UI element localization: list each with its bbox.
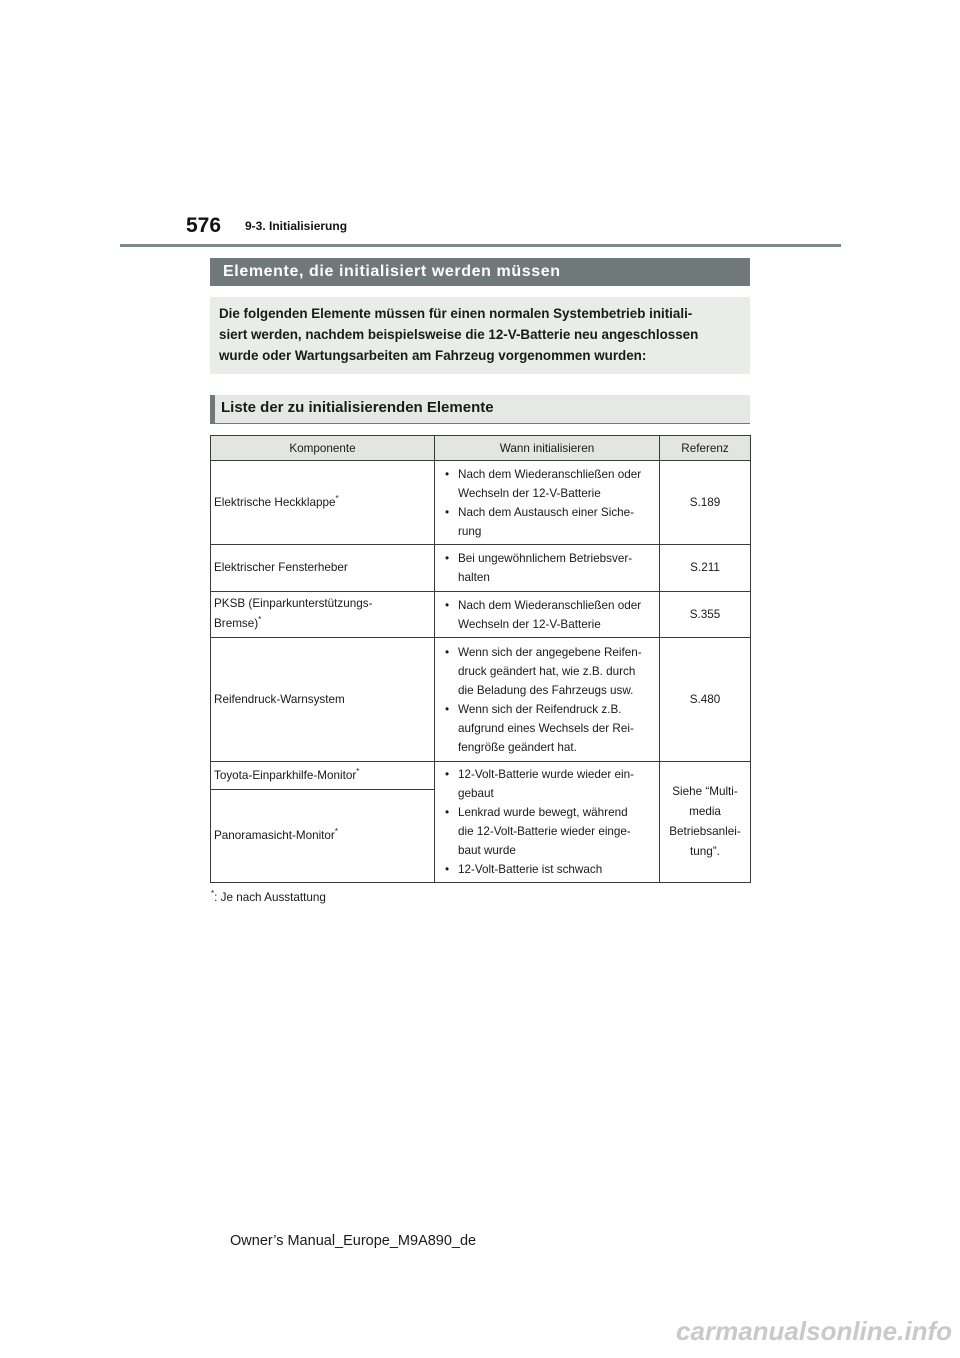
intro-line: Die folgenden Elemente müssen für einen normalen Systembetrieb initiali- <box>219 306 693 321</box>
column-header-component: Komponente <box>211 436 435 461</box>
reference-cell: S.211 <box>660 545 751 592</box>
reference-cell: Siehe “Multi- media Betriebsanlei- tung”. <box>660 762 751 883</box>
footnote-mark: * <box>258 615 262 624</box>
when-cell <box>435 545 660 592</box>
component-cell <box>211 762 435 790</box>
table-row <box>211 638 751 762</box>
when-cell <box>435 638 660 762</box>
footnote <box>211 891 326 904</box>
footnote-mark: * <box>335 493 339 503</box>
when-cell <box>435 592 660 638</box>
component-cell <box>211 545 435 592</box>
list-item: • Nach dem Wiederanschließen oder Wechseln der 12-V-Batterie <box>445 465 655 503</box>
list-item: • Bei ungewöhnlichem Betriebsver- halten <box>445 549 655 587</box>
component-cell <box>211 461 435 545</box>
component-name: PKSB (Einparkunterstützungs- <box>214 597 373 610</box>
table-row <box>211 461 751 545</box>
column-header-reference: Referenz <box>660 436 751 461</box>
component-name: Toyota-Einparkhilfe-Monitor <box>214 768 357 782</box>
component-name: Reifendruck-Warnsystem <box>214 692 345 706</box>
reference-cell: S.480 <box>660 638 751 762</box>
watermark-logo: carmanualsonline.info <box>676 1316 952 1346</box>
column-header-when: Wann initialisieren <box>435 436 660 461</box>
component-name: Elektrischer Fensterheber <box>214 561 348 574</box>
when-cell <box>435 762 660 883</box>
component-cell <box>211 790 435 883</box>
intro-paragraph <box>210 297 750 374</box>
footnote-mark: * <box>356 766 360 776</box>
intro-line: wurde oder Wartungsarbeiten am Fahrzeug vorgenommen wurden: <box>219 348 647 363</box>
component-name: Elektrische Heckklappe <box>214 495 336 509</box>
footnote-mark: * <box>211 889 215 898</box>
list-item: • 12-Volt-Batterie ist schwach <box>445 860 655 879</box>
intro-line: siert werden, nachdem beispielsweise die 12-V-Batterie neu angeschlossen <box>219 327 699 342</box>
footnote-mark: * <box>334 827 338 836</box>
manual-name: Owner’s Manual_Europe_M9A890_de <box>230 1233 477 1249</box>
table-row <box>211 762 751 790</box>
component-cell <box>211 592 435 638</box>
component-cell <box>211 638 435 762</box>
list-item: • Wenn sich der angegebene Reifen- druck geändert hat, wie z.B. durch die Beladung des Fahrzeugs usw. <box>445 643 655 700</box>
component-name: Bremse) <box>214 617 259 630</box>
table-row <box>211 592 751 638</box>
list-item: • Wenn sich der Reifendruck z.B. aufgrund eines Wechsels der Rei- fengröße geändert hat. <box>445 700 655 757</box>
reference-cell: S.189 <box>660 461 751 545</box>
list-item: • Nach dem Austausch einer Siche- rung <box>445 503 655 541</box>
table-header-row <box>211 436 751 461</box>
section-heading: 9-3. Initialisierung <box>245 219 348 233</box>
component-name: Panoramasicht-Monitor <box>214 829 335 842</box>
section-title: Elemente, die initialisiert werden müssen <box>210 258 750 286</box>
reference-cell: S.355 <box>660 592 751 638</box>
header-divider <box>120 244 841 247</box>
table-row <box>211 545 751 592</box>
list-item: • Nach dem Wiederanschließen oder Wechseln der 12-V-Batterie <box>445 596 655 634</box>
initialization-table <box>210 435 751 883</box>
when-cell <box>435 461 660 545</box>
list-item: • 12-Volt-Batterie wurde wieder ein- gebaut <box>445 765 655 803</box>
page-number: 576 <box>186 214 222 237</box>
footnote-text: : Je nach Ausstattung <box>214 891 326 904</box>
list-item: • Lenkrad wurde bewegt, während die 12-Volt-Batterie wieder einge- baut wurde <box>445 803 655 860</box>
list-subtitle: Liste der zu initialisierenden Elemente <box>210 395 750 424</box>
